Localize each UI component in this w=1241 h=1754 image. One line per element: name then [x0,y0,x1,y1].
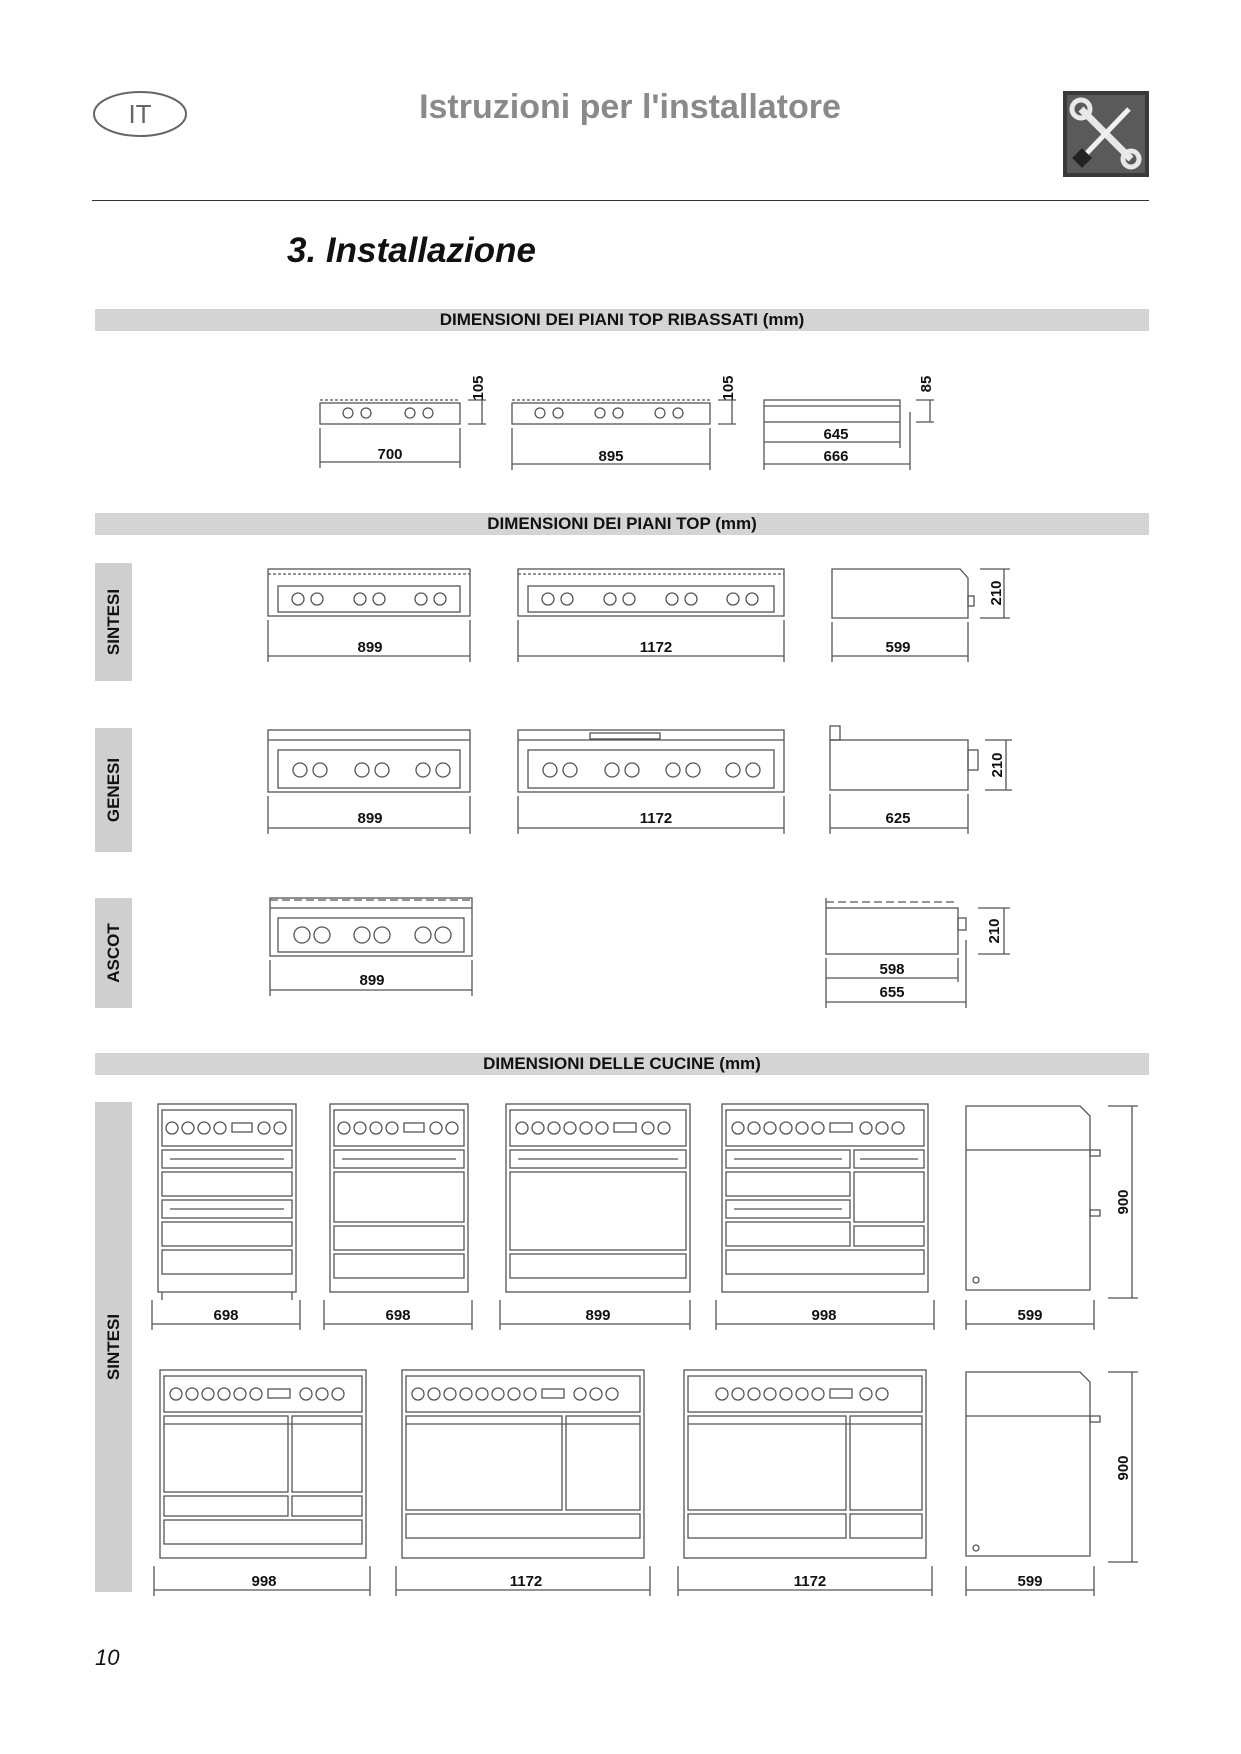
cooker-1172-a-width: 1172 [509,1573,543,1590]
genesi-top-height: 210 [989,752,1006,778]
cooker-side-1 [966,1106,1138,1330]
cooker-side-1-depth: 599 [1017,1307,1043,1324]
ascot-depth-655: 655 [879,984,905,1001]
recessed-top-side [764,400,934,470]
ascot-top-899-width: 899 [359,972,385,989]
cooker-998-a-width: 998 [811,1307,837,1324]
recessed-700-width: 700 [377,446,403,463]
recessed-depth-645: 645 [823,426,849,443]
cooker-side-1-height: 900 [1115,1189,1132,1215]
cooker-1172-a [396,1370,650,1596]
cooker-698-b [324,1104,472,1330]
recessed-height-85: 85 [918,375,935,393]
ascot-depth-598: 598 [879,961,905,978]
side-label-sintesi-cookers: SINTESI [95,1102,132,1592]
cooker-998-b-width: 998 [251,1573,277,1590]
section-title: 3. Installazione [287,231,536,270]
ascot-height: 210 [986,918,1003,944]
genesi-top-side [830,726,1012,834]
sintesi-top-height: 210 [988,580,1005,606]
recessed-top-700 [320,400,486,468]
side-label-ascot: ASCOT [95,898,132,1008]
recessed-700-height: 105 [470,375,487,401]
cooker-698-a-width: 698 [213,1307,239,1324]
sintesi-top-side [832,569,1010,662]
cooker-899 [500,1104,690,1330]
language-badge-text: IT [128,99,152,129]
side-label-genesi: GENESI [95,728,132,852]
cooker-side-2-height: 900 [1115,1455,1132,1481]
recessed-895-width: 895 [598,448,624,465]
bar-tops: DIMENSIONI DEI PIANI TOP (mm) [95,513,1149,535]
genesi-top-899-width: 899 [357,810,383,827]
recessed-top-895 [512,400,736,470]
page-number: 10 [95,1645,120,1670]
sintesi-top-1172-width: 1172 [639,639,673,656]
sintesi-top-899-width: 899 [357,639,383,656]
cooker-698-b-width: 698 [385,1307,411,1324]
recessed-895-height: 105 [720,375,737,401]
header-title: Istruzioni per l'installatore [419,88,841,126]
cooker-1172-b [678,1370,932,1596]
cooker-998-a [716,1104,934,1330]
sintesi-top-depth: 599 [885,639,911,656]
cooker-1172-b-width: 1172 [793,1573,827,1590]
genesi-top-1172-width: 1172 [639,810,673,827]
bar-cookers: DIMENSIONI DELLE CUCINE (mm) [95,1053,1149,1075]
cooker-998-b [154,1370,370,1596]
cooker-899-width: 899 [585,1307,611,1324]
cooker-698-a [152,1104,300,1330]
side-label-sintesi-top: SINTESI [95,563,132,681]
recessed-depth-666: 666 [823,448,849,465]
cooker-side-2 [966,1372,1138,1596]
genesi-top-depth: 625 [885,810,911,827]
cooker-side-2-depth: 599 [1017,1573,1043,1590]
bar-recessed-tops: DIMENSIONI DEI PIANI TOP RIBASSATI (mm) [95,309,1149,331]
ascot-top-side [826,898,1010,1008]
